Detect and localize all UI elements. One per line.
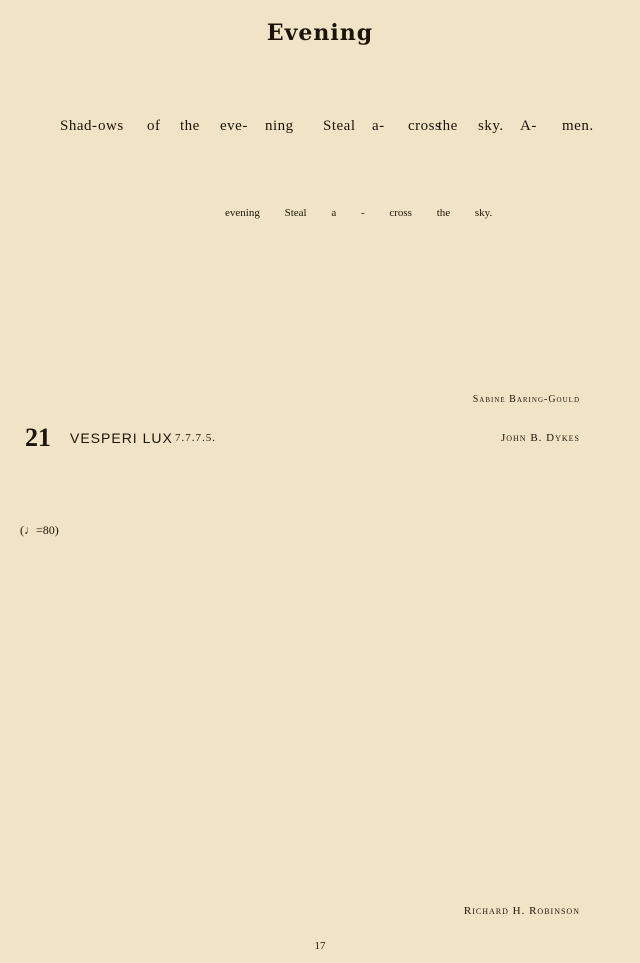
lyric-syllable: A-: [520, 118, 537, 134]
page-title: Evening: [266, 20, 374, 46]
tempo-marking: (♩=80): [20, 523, 59, 537]
lyric-syllable: the: [180, 118, 200, 134]
hymn1-bass-echo: evening Steal a - cross the sky.: [225, 207, 493, 219]
page-number: 17: [314, 940, 326, 952]
lyric-syllable: of: [147, 118, 161, 134]
lyric-syllable: sky.: [478, 118, 504, 134]
lyric-syllable: a-: [372, 118, 385, 134]
tune-name: VESPERI LUX: [70, 430, 173, 446]
hymn-number: 21: [25, 423, 51, 452]
lyric-syllable: ning: [265, 118, 294, 134]
hymn2-author: Richard H. Robinson: [463, 905, 580, 917]
lyric-syllable: eve-: [220, 118, 248, 134]
meter: 7.7.7.5.: [175, 432, 216, 444]
lyric-syllable: Shad-: [60, 118, 98, 134]
hymn1-lyrics: [60, 118, 594, 138]
lyric-syllable: men.: [562, 118, 594, 134]
lyric-syllable: the: [438, 118, 458, 134]
hymn1-author: Sabine Baring-Gould: [472, 394, 580, 405]
lyric-syllable: cross: [408, 118, 442, 134]
composer: John B. Dykes: [500, 432, 580, 444]
hymn2-lyrics-line2: [56, 680, 576, 700]
lyric-syllable: ows: [98, 118, 124, 134]
hymn2-lyrics-line1: [88, 516, 568, 536]
lyric-syllable: Steal: [323, 118, 356, 134]
